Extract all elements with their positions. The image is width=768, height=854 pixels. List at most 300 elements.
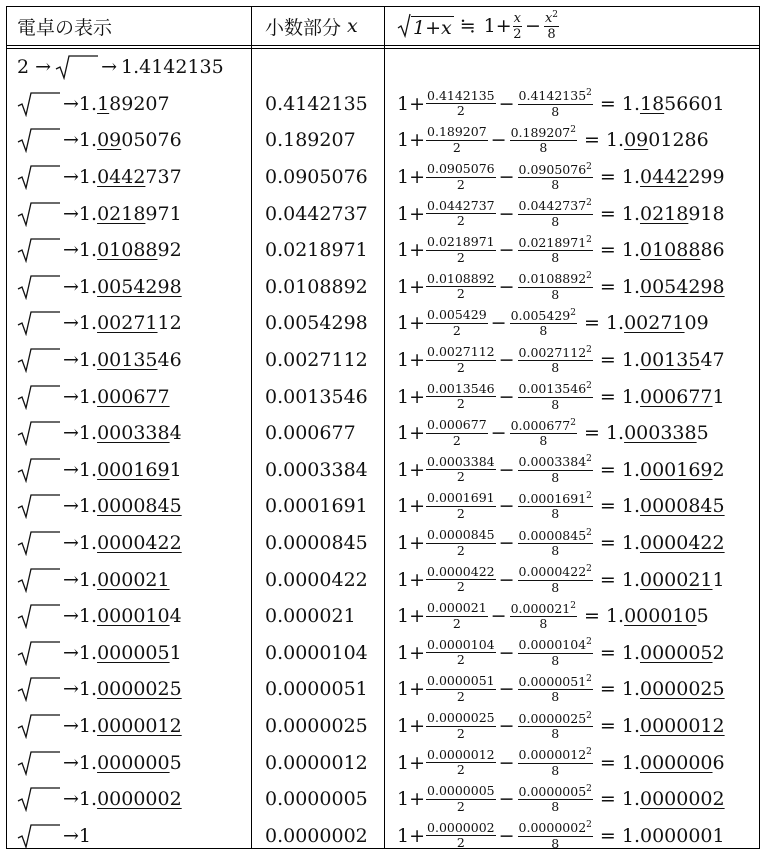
frac1-denominator: 2 (456, 798, 465, 814)
header-formula (397, 7, 560, 45)
table-row (7, 122, 759, 159)
frac2-exponent: 2 (570, 417, 576, 428)
table-row (7, 232, 759, 269)
frac1-denominator: 2 (456, 176, 465, 192)
frac2-denominator: 8 (551, 579, 560, 595)
sqrt-key-icon (17, 640, 61, 666)
frac2-numerator-value: 0.0000845 (518, 527, 587, 543)
result-underlined-digits: 0054298 (639, 275, 725, 298)
calculator-display-cell (17, 195, 249, 232)
formula-frac2 (518, 748, 593, 777)
display-underlined-digits: 000338 (97, 422, 170, 445)
approximation-cell (397, 232, 757, 269)
initial-lead: 2 → (17, 56, 52, 79)
formula-frac2 (518, 455, 593, 484)
calculator-display-cell (17, 561, 249, 598)
frac1-numerator: 0.000677 (427, 417, 487, 433)
calculator-display-cell (17, 744, 249, 781)
formula-frac1 (426, 419, 488, 447)
header-frac1-num: x (513, 10, 522, 26)
display-prefix: →1. (63, 495, 98, 518)
frac1-denominator: 2 (456, 542, 465, 558)
display-prefix: →1. (63, 202, 98, 225)
frac1-denominator: 2 (456, 213, 465, 229)
frac2-exponent: 2 (586, 637, 592, 648)
frac1-denominator: 2 (456, 249, 465, 265)
display-underlined-digits: 000000 (97, 751, 170, 774)
formula-minus: − (498, 532, 515, 555)
approximation-table (6, 6, 760, 849)
sqrt-key-icon (17, 420, 61, 446)
result-underlined-digits: 000010 (624, 605, 697, 628)
formula-minus: − (490, 312, 507, 335)
display-suffix: 1 (169, 458, 182, 481)
result-underlined-digits: 0442 (639, 166, 689, 189)
formula-frac2 (518, 199, 593, 228)
frac2-denominator: 8 (539, 433, 548, 449)
formula-frac2 (518, 236, 593, 265)
table-row (7, 415, 759, 452)
display-underlined-digits: 0442 (97, 166, 146, 189)
fraction-part-value: 0.000677 (265, 422, 356, 445)
fraction-part-value: 0.0000005 (265, 788, 368, 811)
display-prefix: →1. (63, 129, 98, 152)
frac2-numerator (510, 602, 577, 618)
fraction-part-value: 0.000021 (265, 605, 356, 628)
calculator-display-cell (17, 598, 249, 635)
calculator-display-cell (17, 269, 249, 306)
approximation-cell (397, 744, 757, 781)
frac2-numerator-value: 0.4142135 (518, 88, 587, 104)
formula-frac1 (426, 270, 496, 302)
fraction-part-value: 0.0108892 (265, 275, 368, 298)
formula-frac2 (518, 163, 593, 192)
frac2-denominator: 8 (551, 835, 560, 851)
formula-frac2 (518, 89, 593, 118)
table-row (7, 195, 759, 232)
display-underlined-digits: 0218 (97, 202, 146, 225)
table-row (7, 269, 759, 306)
result-prefix: = 1. (583, 605, 625, 628)
formula-frac2 (518, 712, 593, 741)
formula-one-plus: 1+ (397, 605, 426, 628)
formula-frac1 (426, 636, 496, 668)
result-suffix: 86 (700, 239, 725, 262)
result-underlined-digits: 01088 (639, 239, 701, 262)
fraction-part-value: 0.0000012 (265, 751, 368, 774)
sqrt-key-icon (17, 274, 61, 300)
display-suffix: 1 (169, 641, 182, 664)
result-suffix: 918 (688, 202, 725, 225)
frac2-exponent: 2 (586, 344, 592, 355)
sqrt-key-icon (17, 127, 61, 153)
formula-one-plus: 1+ (397, 458, 426, 481)
frac1-denominator: 2 (456, 762, 465, 778)
formula-one-plus: 1+ (397, 349, 426, 372)
frac1-numerator: 0.0905076 (427, 161, 495, 177)
frac2-denominator: 8 (551, 396, 560, 412)
frac2-numerator (518, 346, 593, 362)
frac2-numerator (518, 272, 593, 288)
frac2-denominator: 8 (551, 652, 560, 668)
display-underlined-digits: 0000422 (97, 532, 182, 555)
formula-one-plus: 1+ (397, 495, 426, 518)
frac1-denominator: 2 (456, 652, 465, 668)
frac1-denominator: 2 (452, 615, 461, 631)
frac1-numerator: 0.0003384 (427, 453, 495, 469)
display-suffix: 92 (157, 239, 182, 262)
frac2-exponent: 2 (586, 710, 592, 721)
result-underlined-digits: 000000 (639, 751, 713, 774)
fraction-part-cell (265, 635, 383, 672)
display-underlined-digits: 000021 (97, 568, 170, 591)
fraction-part-value: 0.0054298 (265, 312, 368, 335)
frac1-numerator: 0.0000002 (427, 819, 495, 835)
approximation-cell (397, 708, 757, 745)
approximation-cell (397, 818, 757, 854)
result-underlined-digits: 000021 (639, 568, 713, 591)
frac2-numerator-value: 0.0000012 (518, 747, 587, 763)
formula-frac2 (510, 126, 577, 155)
fraction-part-value: 0.0000051 (265, 678, 368, 701)
formula-frac1 (426, 236, 496, 264)
calculator-display-cell (17, 305, 249, 342)
formula-one-plus: 1+ (397, 788, 426, 811)
frac2-numerator-value: 0.000021 (510, 600, 571, 616)
calculator-display-cell (17, 488, 249, 525)
fraction-part-cell (265, 122, 383, 159)
table-row (7, 635, 759, 672)
frac1-numerator: 0.0218971 (427, 234, 495, 250)
table-row (7, 159, 759, 196)
display-prefix: →1. (63, 678, 98, 701)
result-prefix: = 1. (583, 312, 625, 335)
frac2-numerator-value: 0.0000025 (518, 710, 587, 726)
fraction-part-cell (265, 561, 383, 598)
fraction-part-cell (265, 378, 383, 415)
calculator-display-cell (17, 86, 249, 123)
result-prefix: = 1. (599, 166, 640, 189)
initial-arrow: → (101, 56, 117, 79)
initial-value: 1.4142135 (120, 56, 224, 79)
result-suffix: 09 (684, 312, 709, 335)
display-underlined-digits: 01088 (97, 239, 158, 262)
result-underlined-digits: 0000025 (639, 678, 725, 701)
formula-minus: − (498, 92, 515, 115)
approximation-cell (397, 415, 757, 452)
result-suffix: 6 (712, 751, 725, 774)
display-suffix: 12 (157, 312, 182, 335)
frac2-denominator: 8 (551, 726, 560, 742)
display-prefix: →1. (63, 166, 98, 189)
frac2-denominator: 8 (551, 360, 560, 376)
frac1-denominator: 2 (456, 579, 465, 595)
frac2-denominator: 8 (551, 286, 560, 302)
frac2-exponent: 2 (586, 820, 592, 831)
fraction-part-value: 0.4142135 (265, 92, 368, 115)
fraction-part-cell (265, 269, 383, 306)
formula-minus: − (490, 129, 507, 152)
formula-frac2 (518, 529, 593, 558)
fraction-part-value: 0.0013546 (265, 385, 368, 408)
frac2-denominator: 8 (551, 469, 560, 485)
result-suffix: 56601 (664, 92, 725, 115)
fraction-part-value: 0.0000002 (265, 824, 368, 847)
display-prefix: →1. (63, 458, 98, 481)
frac1-numerator: 0.0000025 (427, 710, 495, 726)
formula-minus: − (490, 422, 507, 445)
result-prefix: = 1. (599, 678, 640, 701)
calculator-display-cell (17, 671, 249, 708)
display-underlined-digits: 0000012 (97, 715, 182, 738)
formula-minus: − (498, 568, 515, 591)
fraction-part-value: 0.0442737 (265, 202, 368, 225)
calculator-display-cell (17, 818, 249, 854)
formula-one-plus: 1+ (397, 824, 426, 847)
formula-frac2 (518, 346, 593, 375)
sqrt-key-icon (17, 530, 61, 556)
approximation-cell (397, 488, 757, 525)
calculator-display-cell (17, 122, 249, 159)
sqrt-key-icon (17, 603, 61, 629)
formula-minus: − (498, 788, 515, 811)
display-prefix: →1. (63, 641, 98, 664)
result-underlined-digits: 000338 (624, 422, 697, 445)
fraction-part-cell (265, 452, 383, 489)
result-prefix: = 1. (599, 349, 640, 372)
frac1-numerator: 0.4142135 (427, 87, 495, 103)
formula-frac2 (510, 309, 577, 338)
header-frac1 (513, 12, 522, 41)
formula-frac2 (518, 675, 593, 704)
formula-one-plus: 1+ (397, 641, 426, 664)
frac2-exponent: 2 (570, 307, 576, 318)
display-underlined-digits: 0000845 (97, 495, 182, 518)
frac2-denominator: 8 (551, 250, 560, 266)
header-col1-label: 電卓の表示 (17, 16, 113, 39)
result-prefix: = 1. (599, 92, 640, 115)
frac1-denominator: 2 (456, 835, 465, 851)
display-prefix: →1. (63, 532, 98, 555)
result-underlined-digits: 00135 (639, 349, 701, 372)
header-col2-label: 小数部分 (265, 16, 342, 39)
result-underlined-digits: 0000012 (639, 715, 725, 738)
frac2-denominator: 8 (551, 543, 560, 559)
header-frac2-num (544, 11, 559, 27)
display-prefix: →1. (63, 715, 98, 738)
frac2-numerator (518, 455, 593, 471)
table-row (7, 744, 759, 781)
display-underlined-digits: 000169 (97, 458, 170, 481)
result-prefix: = 1. (599, 715, 640, 738)
header-one-plus: 1+ (483, 15, 512, 37)
formula-frac1 (426, 197, 496, 229)
approximation-cell (397, 635, 757, 672)
frac2-exponent: 2 (570, 600, 576, 611)
display-prefix: →1. (63, 312, 98, 335)
display-underlined-digits: 0000025 (97, 678, 182, 701)
formula-frac2 (518, 785, 593, 814)
formula-minus: − (498, 275, 515, 298)
frac2-denominator: 8 (539, 323, 548, 339)
result-suffix: 5 (696, 605, 709, 628)
frac1-numerator: 0.005429 (427, 307, 487, 323)
result-underlined-digits: 000005 (639, 641, 713, 664)
frac2-exponent: 2 (586, 234, 592, 245)
fraction-part-cell (265, 195, 383, 232)
fraction-part-value: 0.0003384 (265, 458, 368, 481)
formula-one-plus: 1+ (397, 715, 426, 738)
header-radicand: 1+x (413, 17, 452, 39)
frac2-numerator (518, 785, 593, 801)
frac2-numerator (518, 712, 593, 728)
formula-one-plus: 1+ (397, 422, 426, 445)
frac2-exponent: 2 (586, 490, 592, 501)
formula-frac1 (426, 602, 488, 630)
formula-frac2 (518, 492, 593, 521)
formula-minus: − (498, 239, 515, 262)
display-prefix: →1. (63, 385, 98, 408)
formula-minus: − (498, 824, 515, 847)
result-underlined-digits: 09 (624, 129, 649, 152)
formula-frac1 (426, 309, 488, 337)
frac2-numerator-value: 0.005429 (510, 307, 571, 323)
fraction-part-cell (265, 744, 383, 781)
fraction-part-cell (265, 818, 383, 854)
result-underlined-digits: 18 (639, 92, 665, 115)
frac2-exponent: 2 (586, 527, 592, 538)
frac1-denominator: 2 (456, 688, 465, 704)
frac2-numerator-value: 0.0000051 (518, 673, 587, 689)
sqrt-key-icon (17, 676, 61, 702)
frac2-numerator-value: 0.189207 (510, 124, 571, 140)
frac2-numerator-value: 0.000677 (510, 417, 571, 433)
result-prefix: = 1. (599, 641, 640, 664)
table-row (7, 708, 759, 745)
fraction-part-cell (265, 708, 383, 745)
formula-one-plus: 1+ (397, 275, 426, 298)
calculator-display-cell (17, 635, 249, 672)
display-suffix: 89207 (109, 92, 170, 115)
fraction-part-cell (265, 86, 383, 123)
header-sqrt (397, 13, 454, 39)
frac1-denominator: 2 (456, 103, 465, 119)
result-underlined-digits: 00271 (624, 312, 685, 335)
result-suffix: 2 (712, 641, 725, 664)
approximation-cell (397, 378, 757, 415)
table-row (7, 818, 759, 854)
approximation-cell (397, 86, 757, 123)
display-suffix: 4 (169, 605, 182, 628)
display-prefix: →1. (63, 788, 98, 811)
sqrt-key-icon (17, 713, 61, 739)
fraction-part-value: 0.0001691 (265, 495, 368, 518)
frac1-numerator: 0.0001691 (427, 490, 495, 506)
frac2-numerator (518, 675, 593, 691)
display-prefix: →1 (63, 824, 92, 847)
frac1-denominator: 2 (456, 725, 465, 741)
sqrt-key-icon (17, 237, 61, 263)
sqrt-key-icon (17, 823, 61, 849)
formula-frac1 (426, 380, 496, 412)
table-row (7, 525, 759, 562)
frac2-numerator-value: 0.0001691 (518, 490, 587, 506)
result-prefix: = 1. (599, 202, 640, 225)
display-suffix: 5 (169, 751, 182, 774)
frac2-numerator-value: 0.0218971 (518, 234, 587, 250)
frac2-exponent: 2 (570, 124, 576, 135)
sqrt-key-icon (17, 786, 61, 812)
frac2-numerator (518, 163, 593, 179)
result-suffix: 47 (700, 349, 725, 372)
formula-frac1 (426, 712, 496, 740)
approximation-cell (397, 269, 757, 306)
formula-frac1 (426, 819, 496, 851)
formula-minus: − (498, 678, 515, 701)
formula-minus: − (498, 495, 515, 518)
frac1-numerator: 0.0108892 (427, 270, 495, 286)
sqrt-key-icon (17, 91, 61, 117)
fraction-part-cell (265, 305, 383, 342)
result-suffix: 299 (688, 166, 725, 189)
frac2-denominator: 8 (551, 177, 560, 193)
header-fraction-part (265, 7, 358, 45)
frac2-exponent: 2 (586, 161, 592, 172)
fraction-part-value: 0.0000422 (265, 568, 368, 591)
frac2-denominator: 8 (551, 762, 560, 778)
display-underlined-digits: 00135 (97, 349, 158, 372)
fraction-part-value: 0.0000845 (265, 532, 368, 555)
result-underlined-digits: 0000002 (639, 788, 725, 811)
fraction-part-cell (265, 232, 383, 269)
display-underlined-digits: 0000002 (97, 788, 182, 811)
calculator-display-cell (17, 415, 249, 452)
calculator-display-cell (17, 342, 249, 379)
approximation-cell (397, 195, 757, 232)
formula-one-plus: 1+ (397, 751, 426, 774)
formula-frac1 (426, 563, 496, 595)
formula-one-plus: 1+ (397, 678, 426, 701)
frac2-numerator-value: 0.0000422 (518, 564, 587, 580)
calculator-display-cell (17, 525, 249, 562)
frac1-numerator: 0.0000845 (427, 527, 495, 543)
formula-frac2 (518, 821, 593, 850)
sqrt-key-icon (17, 310, 61, 336)
radical-sign-icon (397, 13, 411, 39)
frac1-numerator: 0.0000104 (427, 636, 495, 652)
approximation-cell (397, 561, 757, 598)
approximation-cell (397, 305, 757, 342)
table-row-initial (7, 49, 759, 86)
table-row (7, 305, 759, 342)
display-underlined-digits: 000010 (97, 605, 170, 628)
fraction-part-cell (265, 598, 383, 635)
sqrt-key-icon (17, 493, 61, 519)
display-underlined-digits: 000005 (97, 641, 170, 664)
formula-frac2 (518, 382, 593, 411)
approximation-cell (397, 598, 757, 635)
frac1-numerator: 0.0000012 (427, 746, 495, 762)
frac1-denominator: 2 (456, 469, 465, 485)
frac2-exponent: 2 (586, 564, 592, 575)
approximation-cell (397, 671, 757, 708)
result-prefix: = 1. (599, 385, 640, 408)
formula-one-plus: 1+ (397, 92, 426, 115)
approximation-cell (397, 781, 757, 818)
result-prefix: = 1. (599, 495, 640, 518)
frac2-numerator (510, 126, 577, 142)
frac1-numerator: 0.0013546 (427, 380, 495, 396)
